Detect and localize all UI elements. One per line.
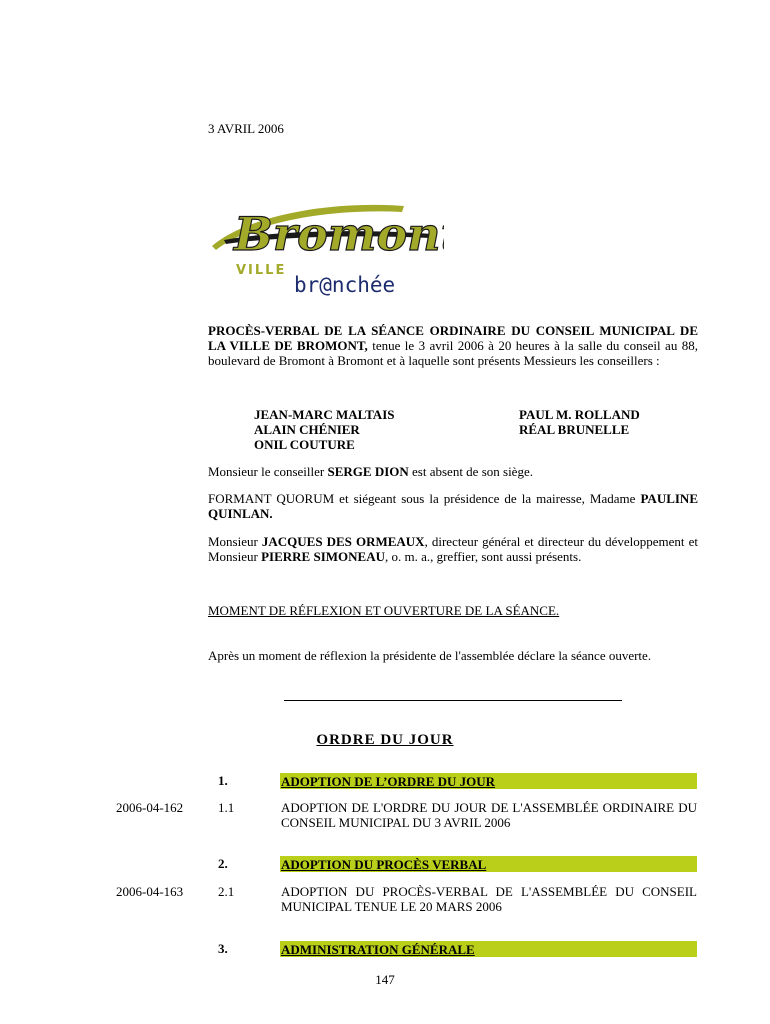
resolution-number: 2006-04-163	[116, 884, 184, 899]
mayor-name: PAULINE QUINLAN.	[208, 491, 698, 521]
absent-name: SERGE DION	[327, 464, 409, 479]
councillor-name: RÉAL BRUNELLE	[519, 422, 630, 437]
clerk-name: PIERRE SIMONEAU	[261, 549, 385, 564]
agenda-item: ADOPTION DU PROCÈS-VERBAL DE L'ASSEMBLÉE DU CONSEIL MUNICIPAL TENUE LE 20 MARS 2006	[281, 884, 697, 914]
svg-text:br@nchée: br@nchée	[294, 273, 396, 297]
item-number: 2.1	[218, 884, 235, 899]
page-number: 147	[375, 972, 395, 987]
absent-text-end: est absent de son siège.	[408, 464, 533, 479]
bromont-logo	[204, 188, 444, 300]
bromont-logo-graphic	[204, 188, 444, 300]
intro-paragraph	[208, 323, 698, 368]
intro-title: PROCÈS-VERBAL DE LA SÉANCE ORDINAIRE DU CONSEIL MUNICIPAL DE LA VILLE DE BROMONT,	[208, 323, 698, 353]
section-title: ADOPTION DU PROCÈS VERBAL	[281, 857, 487, 872]
section-number: 2.	[218, 856, 228, 871]
quorum-text: FORMANT QUORUM et siégeant sous la présidence de la mairesse, Madame	[208, 491, 641, 506]
section-number: 1.	[218, 773, 228, 788]
director-name: JACQUES DES ORMEAUX	[261, 534, 425, 549]
section-number: 3.	[218, 941, 228, 956]
councillor-name: JEAN-MARC MALTAIS	[254, 407, 395, 422]
quorum-paragraph	[208, 491, 698, 521]
section-heading-bar	[280, 773, 697, 789]
section-title: ADMINISTRATION GÉNÉRALE	[281, 942, 475, 957]
section-heading-bar	[280, 941, 697, 957]
resolution-number: 2006-04-162	[116, 800, 184, 815]
document-date: 3 AVRIL 2006	[208, 121, 284, 136]
councillors-right	[519, 407, 640, 437]
opening-paragraph: Après un moment de réflexion la présidente de l'assemblée déclare la séance ouverte.	[208, 648, 652, 663]
svg-text:Bromont: Bromont	[234, 207, 444, 261]
intro-text: tenue le 3 avril 2006 à 20 heures à la salle du conseil au 88, boulevard de Bromont à Bromont et à laquelle sont présents Messieurs les conseillers :	[208, 338, 698, 368]
moment-heading: MOMENT DE RÉFLEXION ET OUVERTURE DE LA SÉANCE.	[208, 603, 560, 618]
item-number: 1.1	[218, 800, 235, 815]
councillors-left	[254, 407, 394, 452]
section-title: ADOPTION DE L’ORDRE DU JOUR	[281, 774, 496, 789]
councillor-name: ALAIN CHÉNIER	[254, 422, 360, 437]
absent-text: Monsieur le conseiller	[208, 464, 328, 479]
presents-text: Monsieur	[208, 534, 262, 549]
separator-line	[284, 700, 622, 701]
councillor-name: ONIL COUTURE	[254, 437, 355, 452]
presents-text: , directeur général et directeur du développement et Monsieur	[208, 534, 698, 564]
presents-text: , o. m. a., greffier, sont aussi présents.	[384, 549, 582, 564]
section-heading-bar	[280, 856, 697, 872]
agenda-item: ADOPTION DE L'ORDRE DU JOUR DE L'ASSEMBLÉE ORDINAIRE DU CONSEIL MUNICIPAL DU 3 AVRIL 2006	[281, 800, 697, 830]
councillor-name: PAUL M. ROLLAND	[519, 407, 640, 422]
absent-paragraph	[208, 464, 698, 479]
agenda-title: ORDRE DU JOUR	[316, 732, 454, 748]
presents-paragraph	[208, 534, 698, 564]
svg-text:VILLE: VILLE	[236, 263, 287, 278]
